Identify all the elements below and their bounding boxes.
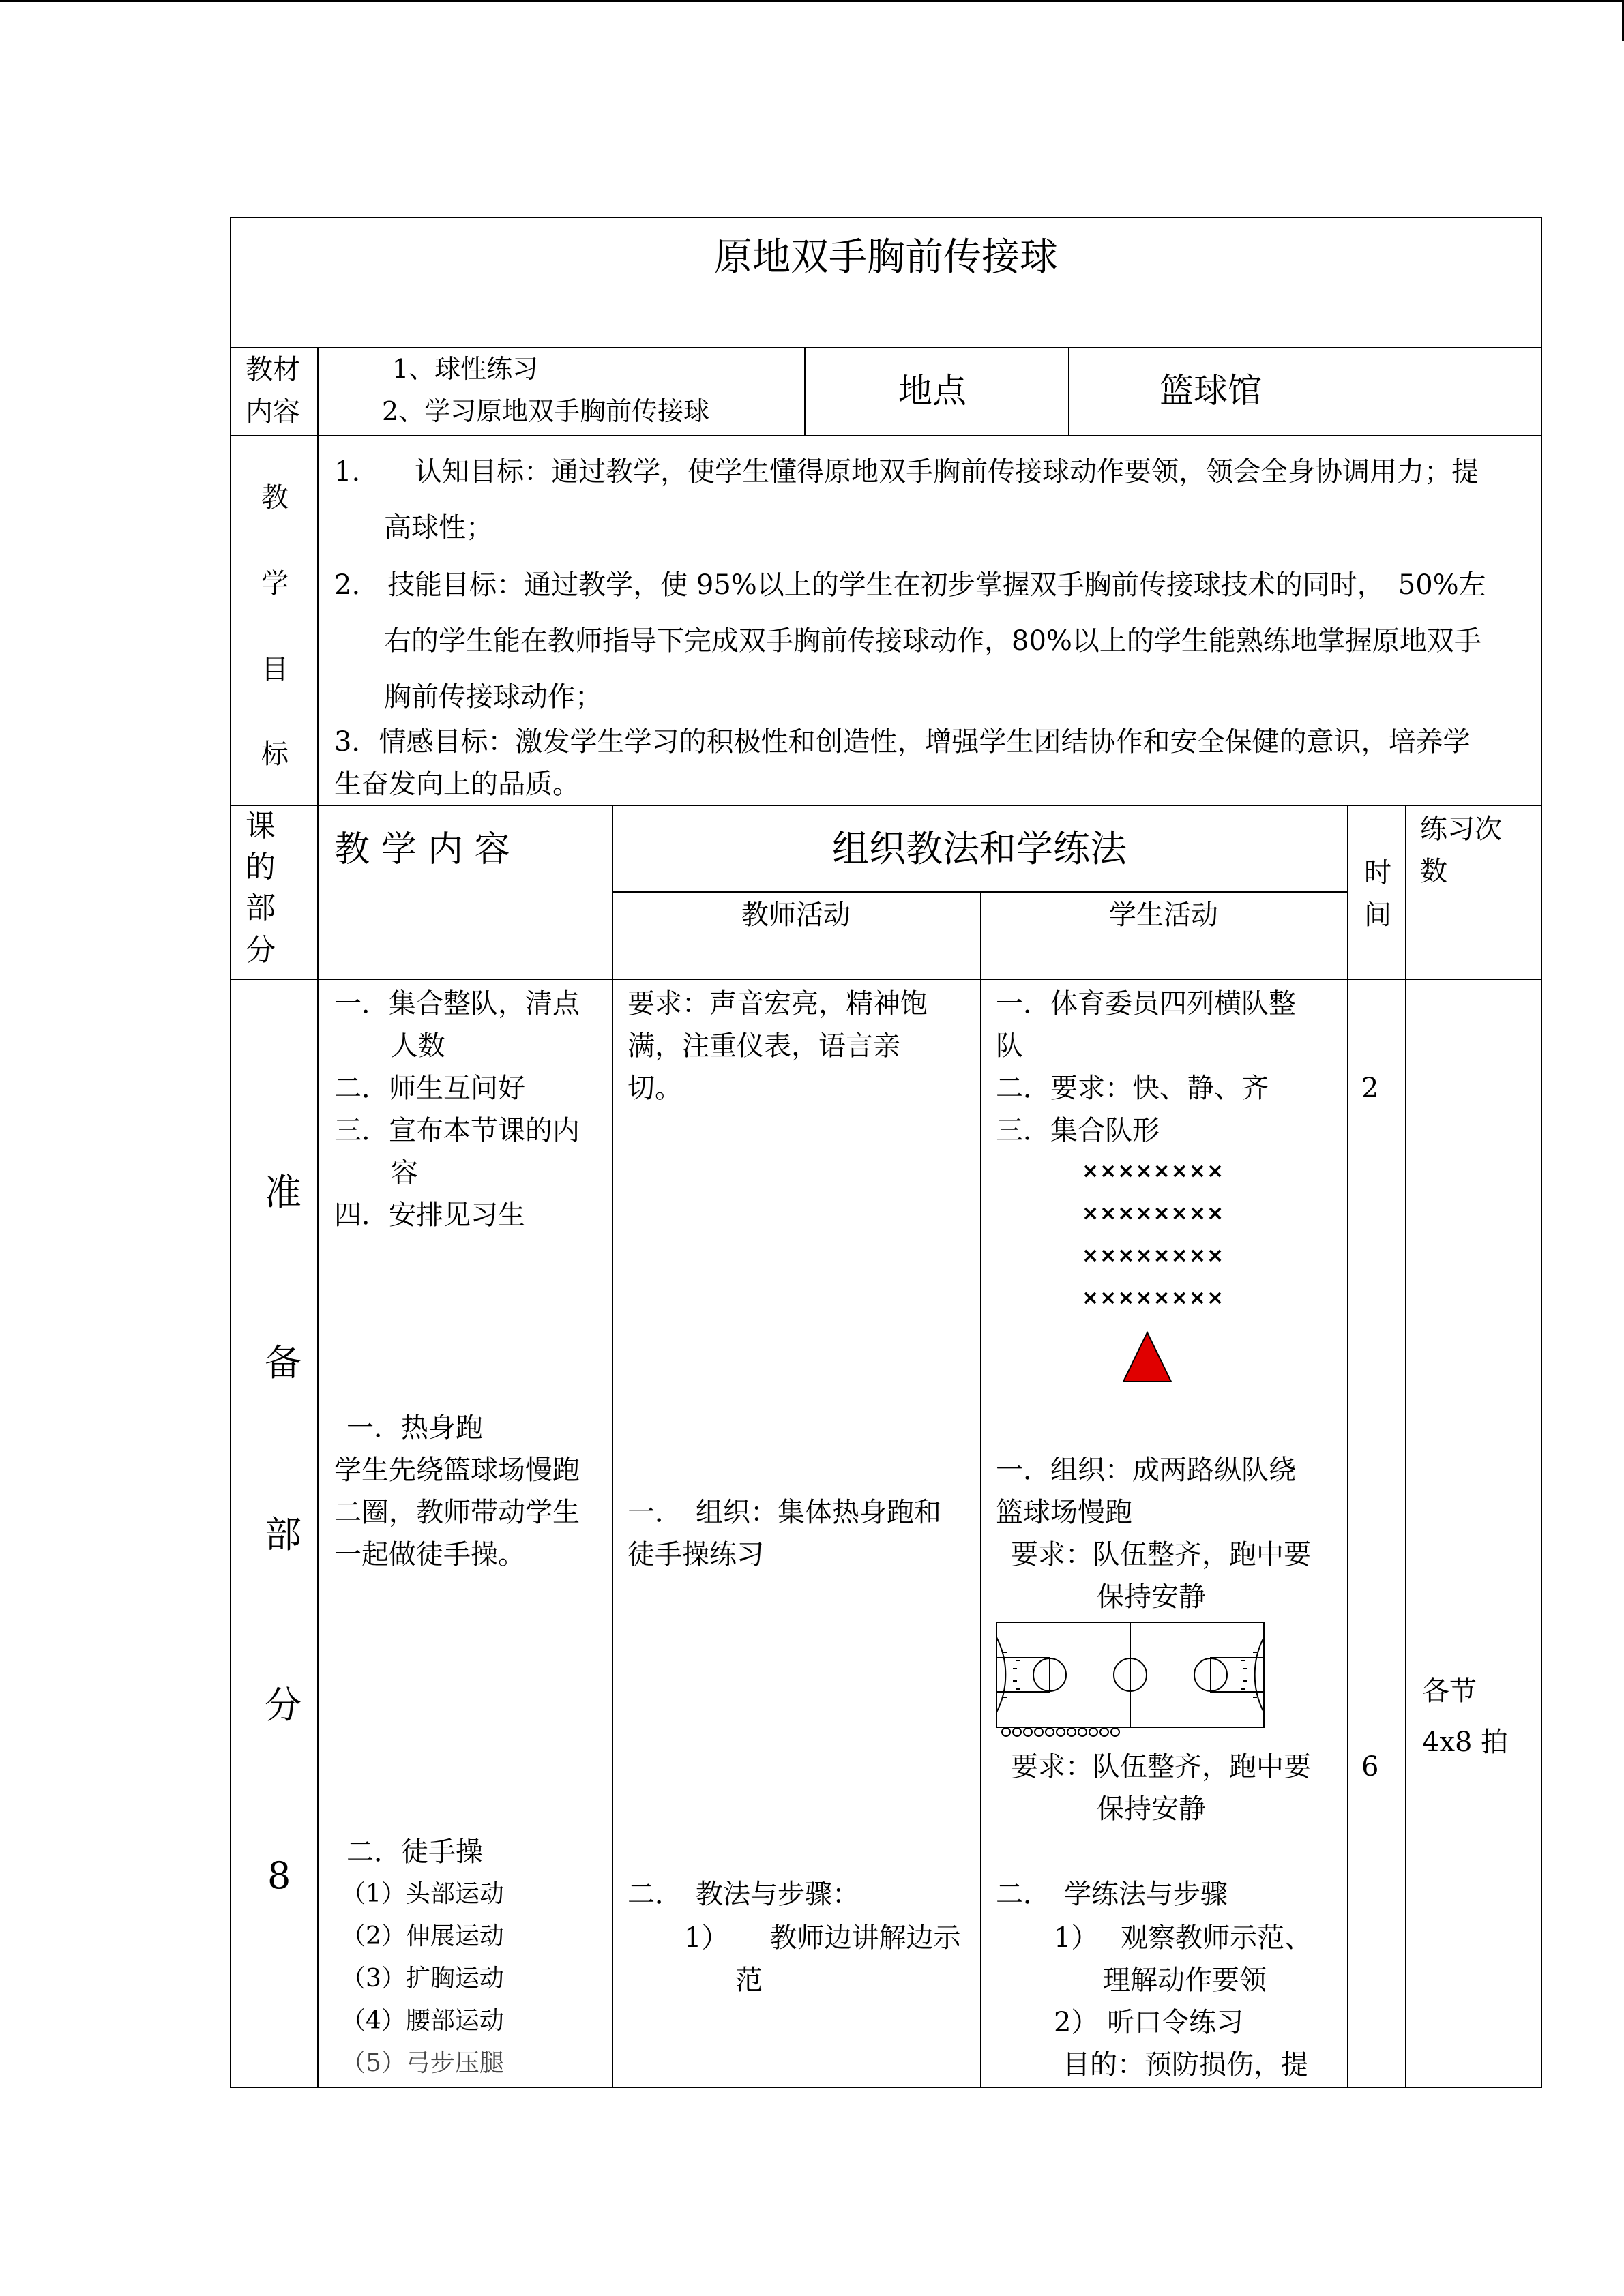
- content-line: （3）扩胸运动: [341, 1965, 504, 1993]
- material-label-line2: 内容: [246, 396, 300, 428]
- count-value-line-2: 4x8 拍: [1422, 1727, 1509, 1758]
- part-header-char-3: 部: [246, 891, 276, 925]
- objective-line-7: 生奋发向上的品质。: [334, 769, 580, 800]
- objective-line-2: 高球性；: [384, 512, 493, 543]
- student-line: 二．要求：快、静、齐: [996, 1073, 1269, 1104]
- location-label: 地点: [898, 371, 966, 411]
- teacher-line: 二． 教法与步骤：: [628, 1879, 859, 1910]
- rule-student-col: [1347, 805, 1348, 2088]
- student-activity-header: 学生活动: [1109, 899, 1218, 931]
- objectives-label-char-1: 教: [261, 482, 289, 513]
- basketball-court-diagram-icon: [995, 1621, 1265, 1740]
- rule-material-mid: [804, 347, 806, 435]
- teacher-line: 满，注重仪表，语言亲: [628, 1030, 900, 1062]
- rule-time-col: [1405, 805, 1406, 2088]
- part-header-char-4: 分: [246, 933, 276, 968]
- content-line: 一．集合整队，清点: [334, 988, 580, 1019]
- formation-row: ××××××××: [1082, 1159, 1225, 1183]
- time-value: 6: [1361, 1751, 1379, 1783]
- rule-material-bottom: [230, 435, 1542, 436]
- objective-line-5: 胸前传接球动作；: [384, 681, 602, 713]
- content-line: 四．安排见习生: [334, 1199, 525, 1231]
- objectives-label-char-3: 目: [261, 654, 289, 685]
- lesson-title: 原地双手胸前传接球: [714, 235, 1058, 280]
- material-item-2: 2、学习原地双手胸前传接球: [382, 396, 710, 426]
- student-line: 三．集合队形: [996, 1115, 1160, 1146]
- lesson-plan-table: [230, 217, 1542, 2088]
- content-line: 一．热身跑: [346, 1412, 483, 1444]
- student-line: 篮球场慢跑: [996, 1497, 1132, 1528]
- formation-row: ××××××××: [1082, 1202, 1225, 1225]
- student-line: 1） 观察教师示范、: [1054, 1922, 1312, 1954]
- rule-objectives-bottom: [230, 805, 1542, 806]
- part-header-char-1: 课: [246, 809, 276, 844]
- rule-content-col: [612, 805, 613, 2088]
- content-line: 二．师生互问好: [334, 1073, 525, 1104]
- objective-line-1: 1. 认知目标：通过教学，使学生懂得原地双手胸前传接球动作要领，领会全身协调用力；提: [334, 456, 1479, 488]
- count-header-line-1: 练习次: [1420, 814, 1502, 845]
- part-header-char-2: 的: [246, 850, 276, 884]
- rule-teacher-col: [980, 891, 981, 2088]
- student-line: 一．组织：成两路纵队绕: [996, 1455, 1296, 1486]
- content-line: 二圈，教师带动学生: [334, 1497, 580, 1528]
- location-value: 篮球馆: [1160, 371, 1262, 411]
- section-label-char-1: 准: [265, 1171, 301, 1214]
- teacher-line: 一． 组织：集体热身跑和: [628, 1497, 941, 1528]
- student-line: 要求：队伍整齐，跑中要: [1011, 1751, 1311, 1783]
- count-header-line-2: 数: [1420, 856, 1447, 887]
- section-label-char-3: 部: [265, 1513, 301, 1556]
- content-line: （4）腰部运动: [341, 2007, 504, 2035]
- student-line: 一．体育委员四列横队整: [996, 988, 1296, 1019]
- teacher-position-triangle-icon: [1122, 1331, 1172, 1383]
- content-line: 二．徒手操: [346, 1836, 483, 1868]
- student-line: 队: [996, 1030, 1023, 1062]
- objective-line-4: 右的学生能在教师指导下完成双手胸前传接球动作，80%以上的学生能熟练地掌握原地双手: [384, 625, 1481, 657]
- teacher-line: 要求：声音宏亮，精神饱: [628, 988, 928, 1019]
- content-line: （1）头部运动: [341, 1880, 504, 1908]
- teacher-activity-header: 教师活动: [741, 899, 851, 931]
- content-line: （5）弓步压腿: [341, 2049, 504, 2077]
- content-line: 学生先绕篮球场慢跑: [334, 1455, 580, 1486]
- student-line: 2） 听口令练习: [1054, 2007, 1244, 2038]
- formation-row: ××××××××: [1082, 1286, 1225, 1310]
- student-line: 保持安静: [1097, 1581, 1206, 1613]
- rule-label-col-top: [317, 347, 319, 805]
- objectives-label-char-2: 学: [261, 568, 289, 599]
- student-line: 理解动作要领: [1103, 1965, 1267, 1996]
- content-line: （2）伸展运动: [341, 1922, 504, 1950]
- student-line: 保持安静: [1097, 1793, 1206, 1825]
- formation-row: ××××××××: [1082, 1244, 1225, 1268]
- content-line: 人数: [391, 1030, 445, 1062]
- content-line: 容: [391, 1157, 418, 1189]
- content-line: 三．宣布本节课的内: [334, 1115, 580, 1146]
- teacher-line: 切。: [628, 1073, 682, 1104]
- student-line: 要求：队伍整齐，跑中要: [1011, 1539, 1311, 1570]
- teacher-line: 徒手操练习: [628, 1539, 764, 1570]
- student-line: 二． 学练法与步骤: [996, 1879, 1228, 1910]
- content-line: 一起做徒手操。: [334, 1539, 525, 1570]
- section-label-char-5: 8: [267, 1854, 291, 1897]
- teacher-line: 范: [735, 1965, 763, 1996]
- page-top-border: [0, 0, 1624, 2]
- time-header-char-1: 时: [1364, 857, 1391, 889]
- objectives-label-char-4: 标: [261, 739, 289, 770]
- content-header: 教 学 内 容: [334, 829, 510, 870]
- objective-line-3: 2. 技能目标：通过教学，使 95%以上的学生在初步掌握双手胸前传接球技术的同时， 50%左: [334, 569, 1486, 601]
- method-header: 组织教法和学练法: [832, 827, 1127, 870]
- rule-header-bottom: [230, 979, 1542, 980]
- student-line: 目的：预防损伤，提: [1063, 2049, 1308, 2081]
- rule-title-bottom: [230, 347, 1542, 348]
- teacher-line: 1） 教师边讲解边示: [684, 1922, 961, 1954]
- rule-method-subheader: [612, 891, 1347, 893]
- section-label-char-2: 备: [265, 1341, 301, 1384]
- count-value-line-1: 各节: [1422, 1675, 1477, 1707]
- time-value: 2: [1361, 1073, 1379, 1104]
- section-label-char-4: 分: [265, 1684, 301, 1727]
- material-label-line1: 教材: [246, 354, 300, 385]
- rule-part-col: [317, 805, 319, 2088]
- objective-line-6: 3．情感目标：激发学生学习的积极性和创造性，增强学生团结协作和安全保健的意识，培养学: [334, 726, 1471, 758]
- material-item-1: 1、球性练习: [392, 354, 539, 384]
- rule-location-mid: [1068, 347, 1069, 435]
- time-header-char-2: 间: [1364, 899, 1391, 931]
